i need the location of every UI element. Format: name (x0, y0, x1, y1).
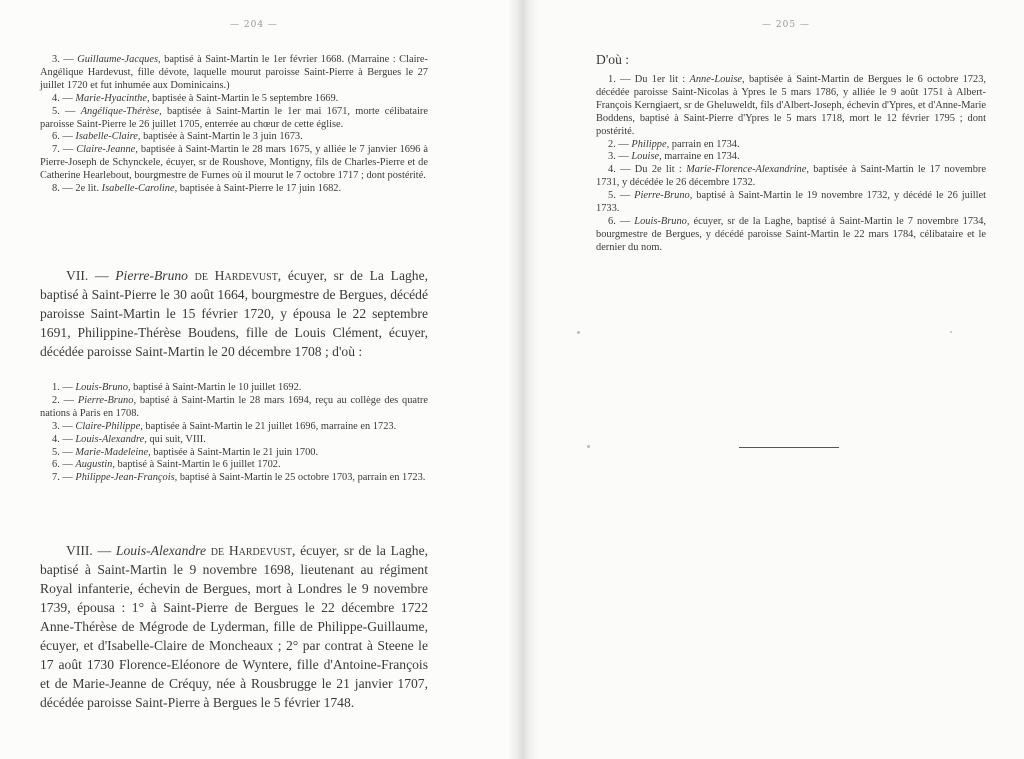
list-item: 5. — Pierre-Bruno, baptisé à Saint-Martin le 19 novembre 1732, y décédé le 26 juillet 1733. (596, 190, 987, 215)
speck (587, 445, 590, 448)
page-number-left: — 204 — (230, 20, 278, 30)
children-list-a (40, 54, 428, 196)
list-item: 6. — Augustin, baptisé à Saint-Martin le 6 juillet 1702. (52, 459, 281, 471)
list-item: 4. — Louis-Alexandre, qui suit, VIII. (52, 433, 206, 445)
list-item: 3. — Claire-Philippe, baptisée à Saint-Martin le 21 juillet 1696, marraine en 1723. (52, 420, 397, 432)
section-viii (40, 541, 428, 712)
section-heading: D'où : (596, 52, 630, 67)
speck (577, 331, 580, 334)
list-item: 7. — Claire-Jeanne, baptisée à Saint-Martin le 28 mars 1675, y alliée le 7 janvier 1696 à Pierre-Joseph de Schynckele, écuyer, sr de Roushove, Montigny, fils de Charles-Pierre et de Catherine Hearlebout, bourgmestre de Furnes où il mourut le 7 octobre 1717 ; dont postérité. (40, 144, 428, 182)
list-item: 7. — Philippe-Jean-François, baptisé à Saint-Martin le 25 octobre 1703, parrain en 1723. (52, 472, 426, 484)
section-viii-paragraph: VIII. — Louis-Alexandre de Hardevust, écuyer, sr de la Laghe, baptisé à Saint-Martin le 9 novembre 1698, lieutenant au régiment Royal infanterie, échevin de Bergues, mort à Londres le 9 novembre 1739, épousa : 1° à Saint-Pierre de Bergues le 22 décembre 1722 Anne-Thérèse de Mégrode de Lyderman, fille de Philippe-Guillaume, écuyer, et d'Isabelle-Claire de Moncheaux ; 2° par contrat à Steene le 17 août 1730 Florence-Eléonore de Wyntere, fille d'Antoine-François et de Marie-Jeanne de Créquy, née à Rousbrugge le 21 janvier 1707, décédée paroisse Saint-Pierre à Bergues le 5 février 1748. (40, 543, 428, 710)
right-page (512, 0, 1024, 759)
children-list-c (596, 74, 986, 255)
section-vii-paragraph: VII. — Pierre-Bruno de Hardevust, écuyer, sr de La Laghe, baptisé à Saint-Pierre le 30 août 1664, bourgmestre de Bergues, décédé paroisse Saint-Martin le 15 février 1720, y épousa le 22 septembre 1691, Philippine-Thérèse Boudens, fille de Louis Clément, écuyer, décédée paroisse Saint-Martin le 20 décembre 1708 ; d'où : (40, 268, 429, 359)
end-rule (739, 447, 839, 448)
list-item: 3. — Louise, marraine en 1734. (608, 151, 740, 163)
list-item: 6. — Isabelle-Claire, baptisée à Saint-Martin le 3 juin 1673. (52, 131, 303, 143)
list-item: 1. — Louis-Bruno, baptisé à Saint-Martin le 10 juillet 1692. (52, 382, 302, 393)
list-item: 4. — Marie-Hyacinthe, baptisée à Saint-Martin le 5 septembre 1669. (52, 92, 339, 104)
list-item: 1. — Du 1er lit : Anne-Louise, baptisée à Saint-Martin de Bergues le 6 octobre 1723, décédée paroisse Saint-Nicolas à Ypres le 5 mars 1786, y alliée le 9 août 1751 à Albert-François Kerngiaert, sr de Gheluweldt, fils d'Albert-Joseph, échevin d'Ypres, et d'Anne-Marie Boddens, baptisé à Saint-Pierre d'Ypres le 5 mars 1718, mort le 12 février 1795 ; dont postérité. (596, 74, 986, 137)
children-list-b (40, 382, 428, 485)
list-item: 4. — Du 2e lit : Marie-Florence-Alexandrine, baptisée à Saint-Martin le 17 novembre 1731, y décédée le 26 décembre 1732. (596, 164, 986, 189)
list-item: 8. — 2e lit. Isabelle-Caroline, baptisée à Saint-Pierre le 17 juin 1682. (52, 183, 342, 195)
book-gutter (508, 0, 538, 759)
speck (950, 331, 952, 333)
list-item: 6. — Louis-Bruno, écuyer, sr de la Laghe, baptisé à Saint-Martin le 7 novembre 1734, bourgmestre de Bergues, y décédé paroisse Saint-Martin le 22 mars 1784, célibataire et le dernier du nom. (596, 215, 987, 253)
list-item: 3. — Guillaume-Jacques, baptisé à Saint-Martin le 1er février 1668. (Marraine : Claire-Angélique Hardevust, fille dévote, laquelle mourut paroisse Saint-Pierre à Bergues le 27 juillet 1720 et fut inhumée aux Dominicains.) (40, 54, 428, 91)
list-item: 2. — Pierre-Bruno, baptisé à Saint-Martin le 28 mars 1694, reçu au collège des quatre nations à Paris en 1708. (40, 394, 429, 419)
section-vii (40, 266, 428, 361)
list-item: 5. — Angélique-Thérèse, baptisée à Saint-Martin le 1er mai 1671, morte célibataire paroisse Saint-Pierre le 26 juillet 1705, enterrée au chœur de cette église. (40, 105, 428, 130)
list-item: 5. — Marie-Madeleine, baptisée à Saint-Martin le 21 juin 1700. (52, 446, 319, 458)
list-item: 2. — Philippe, parrain en 1734. (608, 138, 740, 150)
page-number-right: — 205 — (762, 20, 810, 30)
